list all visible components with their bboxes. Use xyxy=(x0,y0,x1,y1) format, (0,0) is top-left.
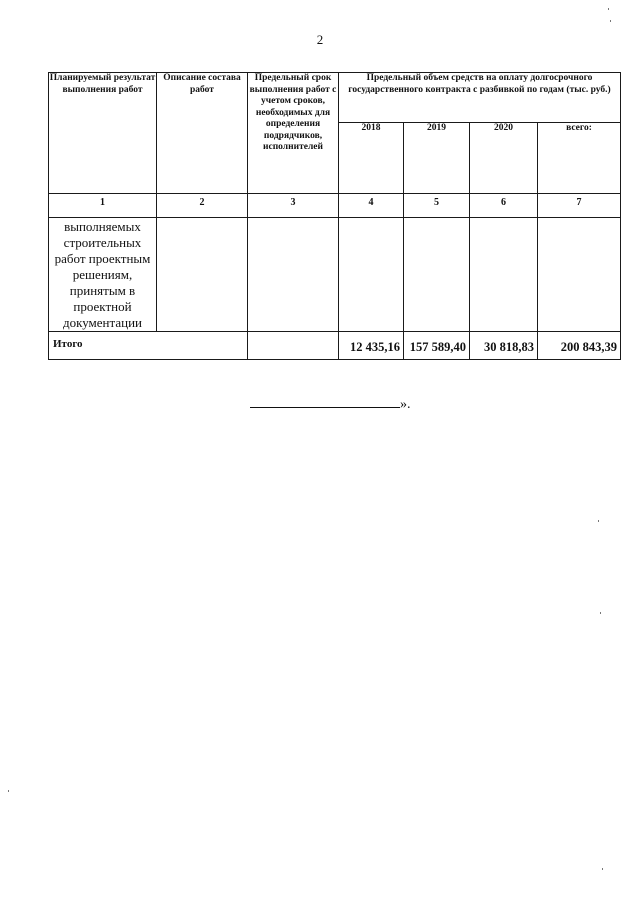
total-2019: 157 589,40 xyxy=(404,332,470,360)
column-number: 2 xyxy=(157,194,248,218)
column-number: 6 xyxy=(470,194,538,218)
body-cell-empty xyxy=(538,218,621,332)
body-cell-empty xyxy=(339,218,404,332)
header-work-description: Описание состава работ xyxy=(157,73,248,194)
body-cell-empty xyxy=(470,218,538,332)
body-cell-empty xyxy=(248,218,339,332)
column-number: 3 xyxy=(248,194,339,218)
page-number: 2 xyxy=(316,32,324,47)
scan-speck xyxy=(600,612,601,614)
total-2020: 30 818,83 xyxy=(470,332,538,360)
header-year-2020: 2020 xyxy=(470,123,538,194)
body-cell-empty xyxy=(404,218,470,332)
header-total: всего: xyxy=(538,123,621,194)
body-cell-empty xyxy=(157,218,248,332)
body-cell-planned-result: выполняемых строительных работ проектным решениям, принятым в проектной документации xyxy=(49,218,157,332)
closing-quote: ». xyxy=(400,397,411,412)
scan-speck xyxy=(608,8,609,10)
signature-underline xyxy=(250,395,400,408)
header-planned-result: Планируемый результат выполнения работ xyxy=(49,73,157,194)
column-number: 1 xyxy=(49,194,157,218)
header-year-2018: 2018 xyxy=(339,123,404,194)
column-number: 7 xyxy=(538,194,621,218)
scan-speck xyxy=(8,790,9,792)
total-empty-cell xyxy=(248,332,339,360)
column-number: 4 xyxy=(339,194,404,218)
header-year-2019: 2019 xyxy=(404,123,470,194)
scan-speck xyxy=(610,20,611,22)
total-all: 200 843,39 xyxy=(538,332,621,360)
total-2018: 12 435,16 xyxy=(339,332,404,360)
header-funding-limit: Предельный объем средств на оплату долгосрочного государственного контракта с разбивкой по годам (тыс. руб.) xyxy=(339,73,621,123)
scan-speck xyxy=(602,868,603,870)
scan-speck xyxy=(598,520,599,522)
total-label: Итого xyxy=(49,332,248,360)
closing-line xyxy=(250,395,411,413)
header-deadline: Предельный срок выполнения работ с учетом сроков, необходимых для определения подрядчиков, исполнителей xyxy=(248,73,339,194)
funding-table xyxy=(48,72,621,360)
column-number: 5 xyxy=(404,194,470,218)
